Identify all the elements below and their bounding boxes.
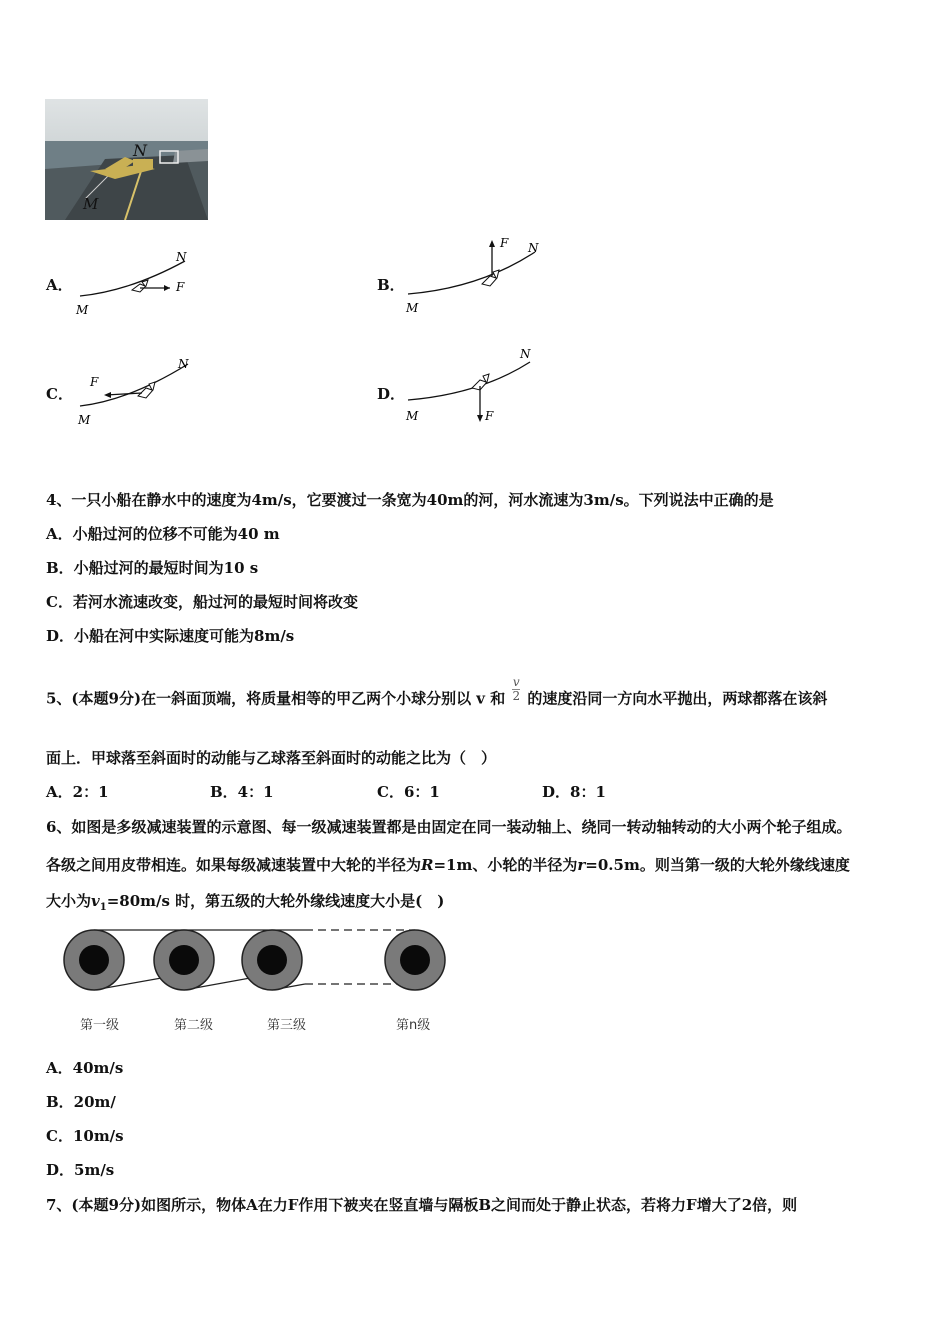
q6-option-b[interactable]: B．20m/ [46,1093,116,1111]
svg-text:M: M [78,413,91,427]
photo-label-n: N [133,141,147,160]
aircraft-carrier-photo [45,99,208,220]
svg-text:F: F [90,375,99,389]
photo-label-m: M [83,195,99,213]
q3-option-a-label[interactable]: A． [46,276,73,294]
q5-option-b[interactable]: B．4：1 [210,783,274,801]
q6-option-d[interactable]: D．5m/s [46,1161,115,1179]
svg-text:M: M [76,303,89,317]
q6-option-a[interactable]: A．40m/s [46,1059,124,1077]
q5-option-d[interactable]: D．8：1 [542,783,606,801]
q6-stem-line2: 各级之间用皮带相连。如果每级减速装置中大轮的半径为R=1m、小轮的半径为r=0.5m。则当第一级的大轮外缘线速度 [46,856,850,874]
level-label-1: 第一级 [80,1018,120,1033]
level-label-n: 第n级 [396,1018,431,1033]
svg-text:N: N [176,250,187,264]
q3-option-a-diagram [70,246,200,321]
q4-stem: 4、一只小船在静水中的速度为4m/s，它要渡过一条宽为40m的河，河水流速为3m/s。下列说法中正确的是 [46,491,774,509]
q6-option-c[interactable]: C．10m/s [46,1127,124,1145]
wheel-level-n [385,930,445,990]
svg-text:N: N [528,241,539,255]
wheel-level-3 [242,930,302,990]
q3-option-d-label[interactable]: D． [377,385,406,403]
level-label-3: 第三级 [267,1018,307,1033]
svg-text:N: N [520,347,531,361]
q6-stem-line1: 6、如图是多级减速装置的示意图、每一级减速装置都是由固定在同一装动轴上、绕同一转动轴转动的大小两个轮子组成。 [46,818,852,836]
q7-stem: 7、(本题9分)如图所示，物体A在力F作用下被夹在竖直墙与隔板B之间而处于静止状态，若将力F增大了2倍，则 [46,1196,798,1214]
q5-option-a[interactable]: A．2：1 [46,783,109,801]
q3-option-c-label[interactable]: C． [46,385,73,403]
q3-option-b-label[interactable]: B． [377,276,405,294]
level-label-2: 第二级 [174,1018,214,1033]
svg-text:F: F [485,409,494,423]
q5-option-c[interactable]: C．6：1 [377,783,440,801]
q3-option-d-diagram [400,342,550,432]
q4-option-b[interactable]: B．小船过河的最短时间为10 s [46,559,259,577]
q4-option-a[interactable]: A．小船过河的位移不可能为40 m [46,525,280,543]
wheel-level-1 [64,930,124,990]
q5-stem-line2: 面上．甲球落至斜面时的动能与乙球落至斜面时的动能之比为（ ） [46,749,497,767]
q6-stem-line3: 大小为$v_1=80m/s$ 时，第五级的大轮外缘线速度大小是( ) [46,892,445,913]
q4-option-c[interactable]: C．若河水流速改变，船过河的最短时间将改变 [46,593,358,611]
q4-option-d[interactable]: D．小船在河中实际速度可能为8m/s [46,627,295,645]
q5-stem-line1: 5、(本题9分)在一斜面顶端，将质量相等的甲乙两个小球分别以 v 和 $\frac{v}{2}$ 的速度沿同一方向水平抛出，两球都落在该斜 [46,675,828,708]
wheel-level-2 [154,930,214,990]
svg-text:F: F [500,236,509,250]
svg-text:F: F [176,280,185,294]
q3-option-c-diagram [70,352,200,432]
svg-text:N: N [178,357,189,371]
q3-option-b-diagram [400,232,550,322]
v-over-2-fraction: $\frac{v}{2}$ [512,675,521,703]
svg-text:M: M [406,301,419,315]
svg-text:M: M [406,409,419,423]
